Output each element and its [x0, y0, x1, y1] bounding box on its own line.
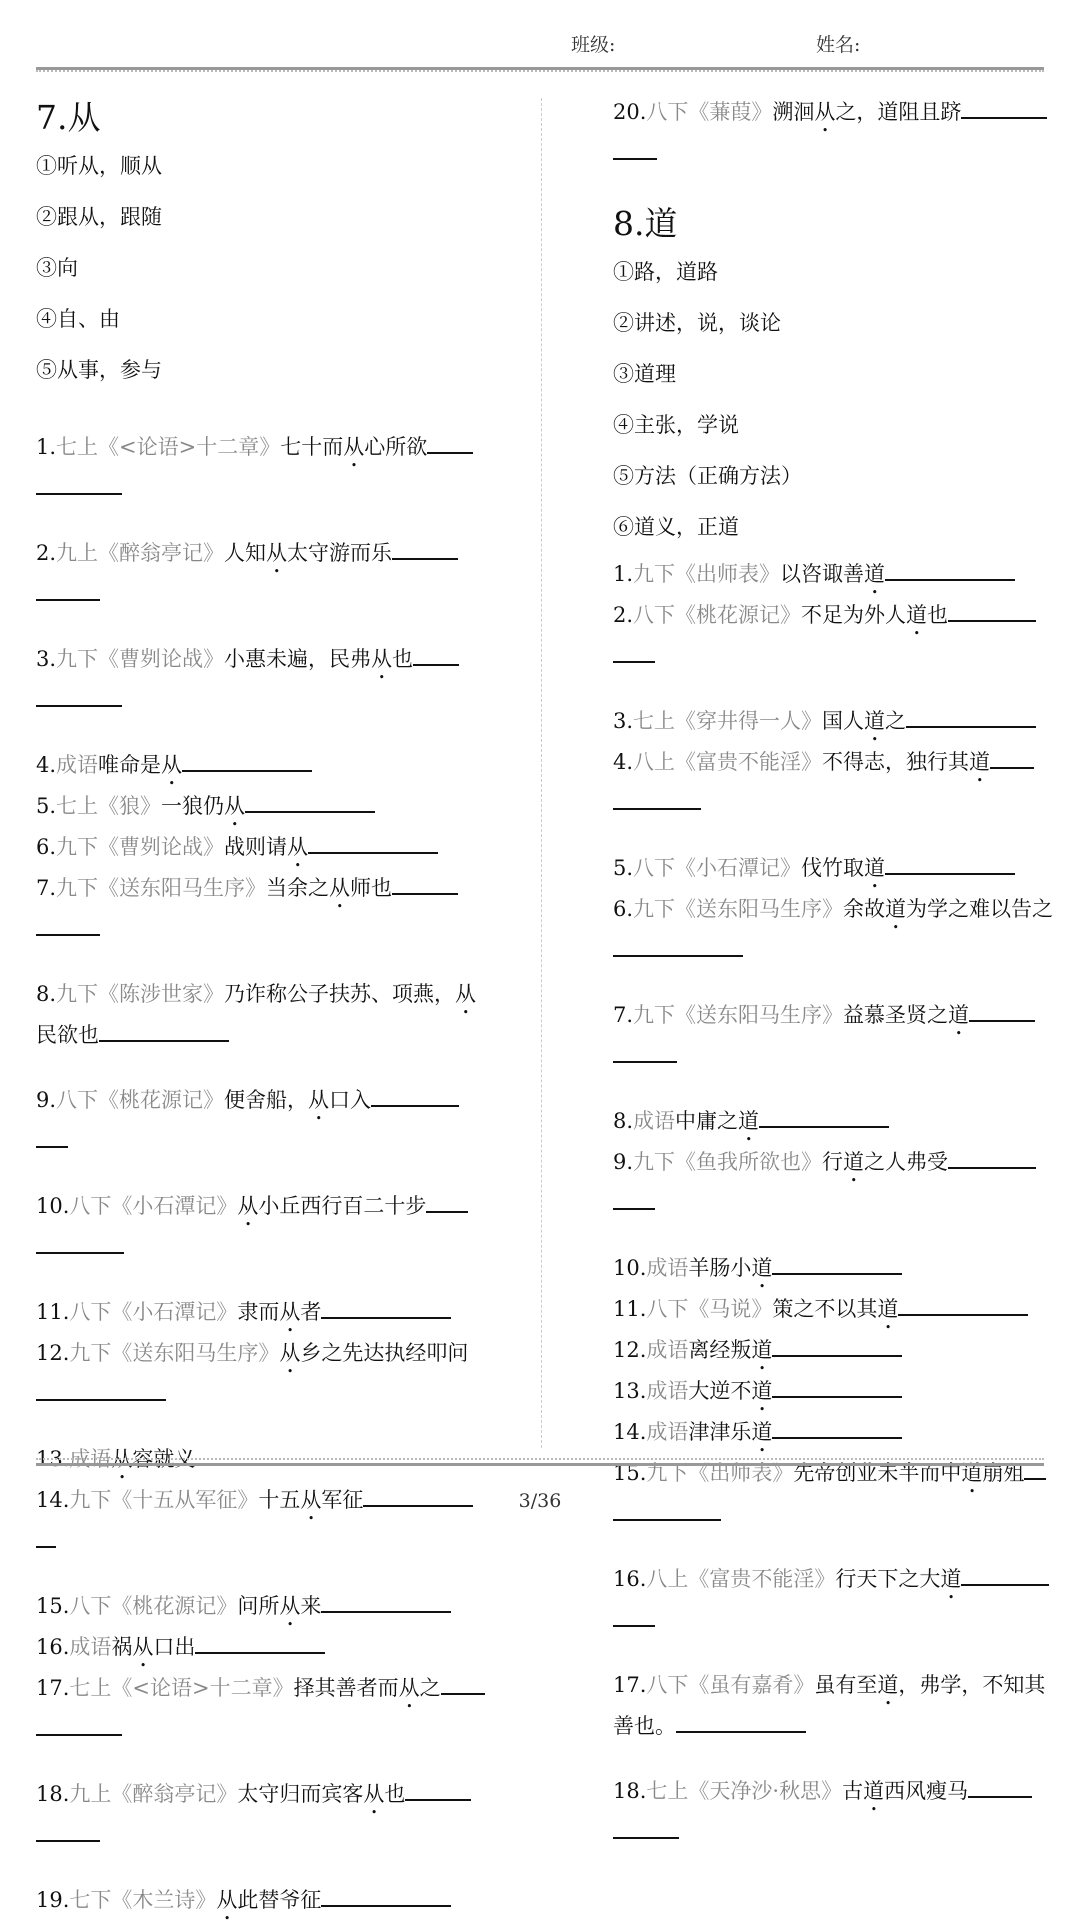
item-text: 行天下之大	[835, 1567, 941, 1591]
item-source: 成语	[646, 1338, 689, 1362]
answer-blank[interactable]	[36, 1820, 100, 1842]
item-number: 13.	[613, 1379, 647, 1403]
item-number: 3.	[613, 709, 634, 733]
item-number: 19.	[36, 1888, 70, 1912]
item-text: 伐竹取	[801, 856, 865, 880]
item-number: 16.	[613, 1567, 647, 1591]
answer-blank[interactable]	[321, 1885, 451, 1907]
item-number: 10.	[613, 1256, 647, 1280]
exercise-item	[36, 1884, 486, 1925]
item-source: 九下《出师表》	[646, 1461, 794, 1485]
item-source: 八下《桃花源记》	[69, 1594, 238, 1618]
exercise-item	[36, 749, 486, 790]
answer-blank[interactable]	[613, 935, 743, 957]
footer-rule	[36, 1458, 1044, 1466]
meaning-list	[613, 252, 1061, 558]
meaning-item: ⑤方法（正确方法）	[613, 464, 802, 488]
exercise-item	[36, 431, 486, 505]
page-header	[0, 30, 1080, 60]
exercise-item	[613, 999, 1061, 1073]
exercise-item	[36, 1190, 486, 1264]
section-heading: 8.道	[613, 204, 678, 243]
item-text: 祸	[111, 1635, 133, 1659]
meaning-item: ②跟从，跟随	[36, 205, 162, 229]
exercise-item	[36, 1084, 486, 1158]
meaning-item: ④主张，学说	[613, 413, 739, 437]
item-text: 太守游而乐	[287, 541, 393, 565]
item-source: 九下《送东阳马生序》	[633, 1003, 844, 1027]
answer-blank[interactable]	[613, 138, 657, 160]
meaning-item: ④自、由	[36, 307, 120, 331]
answer-blank[interactable]	[426, 1191, 468, 1213]
item-text: 先帝创业未半而中	[793, 1461, 962, 1485]
answer-blank[interactable]	[772, 1335, 902, 1357]
answer-blank[interactable]	[405, 1779, 471, 1801]
key-character: 从	[308, 1088, 330, 1112]
item-number: 20.	[613, 100, 647, 124]
answer-blank[interactable]	[990, 747, 1034, 769]
exercise-item	[613, 599, 1061, 673]
item-text: 崩殂	[982, 1461, 1025, 1485]
answer-blank[interactable]	[245, 791, 375, 813]
item-text: 当余之	[266, 876, 330, 900]
answer-blank[interactable]	[36, 1379, 166, 1401]
item-source: 七上《狼》	[56, 794, 162, 818]
item-text: 也	[392, 647, 414, 671]
item-text: 师也	[350, 876, 393, 900]
answer-blank[interactable]	[36, 1714, 122, 1736]
item-text: ，弗学，不知其善也。	[613, 1673, 1046, 1738]
exercise-item	[613, 1334, 1061, 1375]
key-character: 从	[132, 1635, 154, 1659]
item-source: 八上《富贵不能淫》	[646, 1567, 836, 1591]
exercise-item	[613, 1669, 1061, 1743]
key-character: 道	[961, 1461, 983, 1485]
key-character: 从	[279, 1594, 301, 1618]
item-text: 之	[885, 709, 907, 733]
item-text: 之人弗受	[864, 1150, 949, 1174]
answer-blank[interactable]	[321, 1297, 451, 1319]
answer-blank[interactable]	[759, 1106, 889, 1128]
item-number: 7.	[613, 1003, 634, 1027]
meaning-item: ③向	[36, 256, 78, 280]
exercise-item	[613, 1252, 1061, 1293]
item-number: 5.	[613, 856, 634, 880]
item-source: 八下《虽有嘉肴》	[646, 1673, 815, 1697]
exercise-item	[613, 1105, 1061, 1146]
item-number: 11.	[36, 1300, 70, 1324]
item-source: 八上《富贵不能淫》	[633, 750, 823, 774]
item-number: 2.	[613, 603, 634, 627]
item-source: 成语	[633, 1109, 676, 1133]
item-text: 以咨诹善	[780, 562, 865, 586]
exercise-item	[613, 1563, 1061, 1637]
item-text: 溯洄	[772, 100, 815, 124]
item-number: 12.	[613, 1338, 647, 1362]
item-number: 8.	[613, 1109, 634, 1133]
item-number: 16.	[36, 1635, 70, 1659]
key-character: 道	[863, 1779, 885, 1803]
answer-blank[interactable]	[371, 1085, 459, 1107]
exercise-item	[613, 558, 1061, 599]
answer-blank[interactable]	[613, 1605, 655, 1627]
item-text: 津津乐	[688, 1420, 752, 1444]
section-heading: 7.从	[36, 98, 101, 137]
item-text: 择其善者而	[293, 1676, 399, 1700]
item-source: 七上《<论语>十二章》	[69, 1676, 294, 1700]
exercise-item	[36, 1672, 486, 1746]
exercise-item	[613, 746, 1061, 820]
key-character: 道	[864, 562, 886, 586]
item-number: 14.	[613, 1420, 647, 1444]
item-number: 6.	[613, 897, 634, 921]
exercise-item	[613, 893, 1061, 967]
item-source: 七上《<论语>十二章》	[56, 435, 281, 459]
header-rule	[36, 64, 1044, 72]
answer-blank[interactable]	[772, 1417, 902, 1439]
item-text: 益慕圣贤之	[843, 1003, 949, 1027]
exercise-item	[36, 831, 486, 872]
item-text: 之，道阻且跻	[835, 100, 962, 124]
item-source: 成语	[69, 1447, 112, 1471]
item-text: 大逆不	[688, 1379, 752, 1403]
answer-blank[interactable]	[36, 914, 100, 936]
exercise-item	[36, 978, 486, 1052]
item-source: 八下《蒹葭》	[646, 100, 773, 124]
item-number: 14.	[36, 1488, 70, 1512]
item-source: 九下《送东阳马生序》	[56, 876, 267, 900]
key-character: 从	[237, 1194, 259, 1218]
answer-blank[interactable]	[36, 1526, 56, 1548]
key-character: 道	[877, 1673, 899, 1697]
item-source: 九下《送东阳马生序》	[633, 897, 844, 921]
item-source: 八下《小石潭记》	[633, 856, 802, 880]
exercise-item	[613, 1416, 1061, 1457]
item-source: 八下《马说》	[646, 1297, 773, 1321]
item-text: 乡之先达执经叩问	[300, 1341, 469, 1365]
section-cong	[36, 96, 486, 1925]
item-number: 4.	[36, 753, 57, 777]
item-text: 来	[300, 1594, 322, 1618]
meaning-item: ⑥道义，正道	[613, 515, 739, 539]
key-character: 道	[906, 603, 928, 627]
item-source: 成语	[69, 1635, 112, 1659]
item-text: 便舍船，	[224, 1088, 309, 1112]
item-number: 9.	[613, 1150, 634, 1174]
key-character: 从	[343, 435, 365, 459]
answer-blank[interactable]	[613, 1041, 677, 1063]
answer-blank[interactable]	[969, 1000, 1035, 1022]
exercise-item	[36, 537, 486, 611]
item-text: 不得志，独行其	[822, 750, 970, 774]
item-text: 容就义	[132, 1447, 196, 1471]
item-number: 10.	[36, 1194, 70, 1218]
answer-blank[interactable]	[427, 432, 473, 454]
key-character: 道	[751, 1256, 773, 1280]
exercise-item	[36, 1631, 486, 1672]
key-character: 道	[969, 750, 991, 774]
item-number: 15.	[613, 1461, 647, 1485]
item-source: 八下《桃花源记》	[56, 1088, 225, 1112]
exercise-item	[613, 1775, 1061, 1849]
answer-blank[interactable]	[948, 1147, 1036, 1169]
key-character: 从	[216, 1888, 238, 1912]
exercise-item	[613, 1375, 1061, 1416]
answer-blank[interactable]	[182, 750, 312, 772]
answer-blank[interactable]	[885, 559, 1015, 581]
item-text: 战则请	[224, 835, 288, 859]
item-source: 成语	[646, 1379, 689, 1403]
answer-blank[interactable]	[613, 1188, 655, 1210]
exercise-item	[613, 96, 1061, 170]
item-source: 九上《醉翁亭记》	[69, 1782, 238, 1806]
key-character: 从	[329, 876, 351, 900]
item-text: 军征	[321, 1488, 364, 1512]
key-character: 从	[266, 541, 288, 565]
key-character: 道	[940, 1567, 962, 1591]
item-text: 古	[842, 1779, 864, 1803]
exercise-list	[36, 431, 486, 1925]
exercise-item	[36, 872, 486, 946]
key-character: 道	[864, 856, 886, 880]
item-source: 成语	[56, 753, 99, 777]
exercise-item	[613, 1293, 1061, 1334]
item-text: 为学之难以告之	[906, 897, 1054, 921]
item-text: 余故	[843, 897, 886, 921]
key-character: 从	[814, 100, 836, 124]
item-number: 8.	[36, 982, 57, 1006]
answer-blank[interactable]	[772, 1376, 902, 1398]
exercise-item	[36, 1337, 486, 1411]
key-character: 从	[287, 835, 309, 859]
item-text: 一狼仍	[161, 794, 225, 818]
key-character: 道	[738, 1109, 760, 1133]
exercise-item	[613, 705, 1061, 746]
answer-blank[interactable]	[441, 1673, 485, 1695]
answer-blank[interactable]	[36, 1232, 124, 1254]
key-character: 从	[279, 1300, 301, 1324]
item-text: 羊肠小	[688, 1256, 752, 1280]
key-character: 道	[885, 897, 907, 921]
answer-blank[interactable]	[36, 1126, 68, 1148]
key-character: 从	[161, 753, 183, 777]
item-number: 18.	[613, 1779, 647, 1803]
item-text: 此替爷征	[237, 1888, 322, 1912]
item-source: 九下《出师表》	[633, 562, 781, 586]
key-character: 道	[948, 1003, 970, 1027]
answer-blank[interactable]	[321, 1591, 451, 1613]
meaning-item: ①路，道路	[613, 260, 718, 284]
item-text: 口出	[153, 1635, 196, 1659]
key-character: 从	[224, 794, 246, 818]
meaning-item: ⑤从事，参与	[36, 358, 162, 382]
item-text: 中庸之	[675, 1109, 739, 1133]
item-text: 小惠未遍，民弗	[224, 647, 372, 671]
item-text: 虽有至	[814, 1673, 878, 1697]
item-number: 17.	[36, 1676, 70, 1700]
item-number: 11.	[613, 1297, 647, 1321]
item-source: 八下《小石潭记》	[69, 1194, 238, 1218]
key-character: 从	[371, 647, 393, 671]
answer-blank[interactable]	[898, 1294, 1028, 1316]
item-text: 隶而	[237, 1300, 280, 1324]
answer-blank[interactable]	[948, 600, 1036, 622]
meaning-item: ③道理	[613, 362, 676, 386]
item-source: 九下《曹刿论战》	[56, 835, 225, 859]
exercise-list-continued	[613, 96, 1061, 170]
item-number: 18.	[36, 1782, 70, 1806]
answer-blank[interactable]	[968, 1776, 1032, 1798]
answer-blank[interactable]	[308, 832, 438, 854]
exercise-list	[613, 558, 1061, 1849]
exercise-item	[36, 1590, 486, 1631]
key-character: 道	[751, 1379, 773, 1403]
answer-blank[interactable]	[613, 1817, 679, 1839]
item-text: 小丘西行百二十步	[258, 1194, 427, 1218]
item-text: 策之不以其	[772, 1297, 878, 1321]
key-character: 从	[455, 982, 477, 1006]
item-text: 人知	[224, 541, 267, 565]
key-character: 道	[751, 1338, 773, 1362]
meaning-item: ①听从，顺从	[36, 154, 162, 178]
answer-blank[interactable]	[36, 685, 122, 707]
item-number: 2.	[36, 541, 57, 565]
answer-blank[interactable]	[36, 473, 122, 495]
item-text: 行	[822, 1150, 844, 1174]
item-text: 也	[927, 603, 949, 627]
exercise-item	[36, 1778, 486, 1852]
answer-blank[interactable]	[906, 706, 1036, 728]
answer-blank[interactable]	[413, 644, 459, 666]
answer-blank[interactable]	[392, 538, 458, 560]
answer-blank[interactable]	[961, 97, 1047, 119]
item-number: 15.	[36, 1594, 70, 1618]
key-character: 从	[111, 1447, 133, 1471]
item-number: 6.	[36, 835, 57, 859]
column-divider	[541, 98, 542, 1448]
exercise-item	[36, 643, 486, 717]
answer-blank[interactable]	[392, 873, 458, 895]
item-number: 17.	[613, 1673, 647, 1697]
item-number: 9.	[36, 1088, 57, 1112]
answer-blank[interactable]	[613, 641, 655, 663]
item-source: 八下《桃花源记》	[633, 603, 802, 627]
answer-blank[interactable]	[613, 788, 701, 810]
item-source: 九下《送东阳马生序》	[69, 1341, 280, 1365]
item-text: 太守归而宾客	[237, 1782, 364, 1806]
key-character: 道	[864, 709, 886, 733]
item-source: 九下《鱼我所欲也》	[633, 1150, 823, 1174]
item-text: 口入	[329, 1088, 372, 1112]
answer-blank[interactable]	[885, 853, 1015, 875]
item-number: 7.	[36, 876, 57, 900]
item-text: 之	[419, 1676, 441, 1700]
key-character: 道	[751, 1420, 773, 1444]
answer-blank[interactable]	[961, 1564, 1049, 1586]
item-number: 13.	[36, 1447, 70, 1471]
meaning-list	[36, 146, 486, 401]
item-number: 5.	[36, 794, 57, 818]
key-character: 道	[843, 1150, 865, 1174]
meaning-item: ②讲述，说，谈论	[613, 311, 781, 335]
item-source: 成语	[646, 1256, 689, 1280]
key-character: 从	[398, 1676, 420, 1700]
item-text: 心所欲	[364, 435, 428, 459]
item-source: 七上《穿井得一人》	[633, 709, 823, 733]
item-source: 九下《十五从军征》	[69, 1488, 259, 1512]
item-text: 唯命是	[98, 753, 162, 777]
item-source: 八下《小石潭记》	[69, 1300, 238, 1324]
answer-blank[interactable]	[676, 1711, 806, 1733]
item-text: 国人	[822, 709, 865, 733]
item-number: 1.	[613, 562, 634, 586]
item-source: 七下《木兰诗》	[69, 1888, 217, 1912]
item-text: 民欲也	[36, 1023, 99, 1047]
item-text: 也	[384, 1782, 406, 1806]
item-source: 七上《天净沙·秋思》	[646, 1779, 843, 1803]
item-source: 九下《曹刿论战》	[56, 647, 225, 671]
answer-blank[interactable]	[99, 1020, 229, 1042]
item-number: 3.	[36, 647, 57, 671]
section-dao	[613, 96, 1061, 1881]
answer-blank[interactable]	[772, 1253, 902, 1275]
item-number: 4.	[613, 750, 634, 774]
key-character: 从	[300, 1488, 322, 1512]
exercise-item	[613, 852, 1061, 893]
key-character: 从	[363, 1782, 385, 1806]
item-text: 离经叛	[688, 1338, 752, 1362]
name-label: 姓名:	[816, 34, 861, 56]
item-number: 1.	[36, 435, 57, 459]
exercise-item	[613, 1146, 1061, 1220]
item-text: 十五	[258, 1488, 301, 1512]
answer-blank[interactable]	[195, 1632, 325, 1654]
page-number: 3/36	[518, 1490, 562, 1512]
class-label: 班级:	[571, 34, 616, 56]
item-text: 不足为外人	[801, 603, 907, 627]
item-text: 西风瘦马	[884, 1779, 969, 1803]
answer-blank[interactable]	[36, 579, 100, 601]
item-number: 12.	[36, 1341, 70, 1365]
item-source: 成语	[646, 1420, 689, 1444]
exercise-item	[36, 1296, 486, 1337]
item-text: 问所	[237, 1594, 280, 1618]
item-source: 九上《醉翁亭记》	[56, 541, 225, 565]
key-character: 道	[877, 1297, 899, 1321]
item-text: 乃诈称公子扶苏、项燕，	[224, 982, 456, 1006]
exercise-item	[36, 790, 486, 831]
item-source: 九下《陈涉世家》	[56, 982, 225, 1006]
key-character: 从	[279, 1341, 301, 1365]
item-text: 者	[300, 1300, 322, 1324]
item-text: 七十而	[280, 435, 344, 459]
